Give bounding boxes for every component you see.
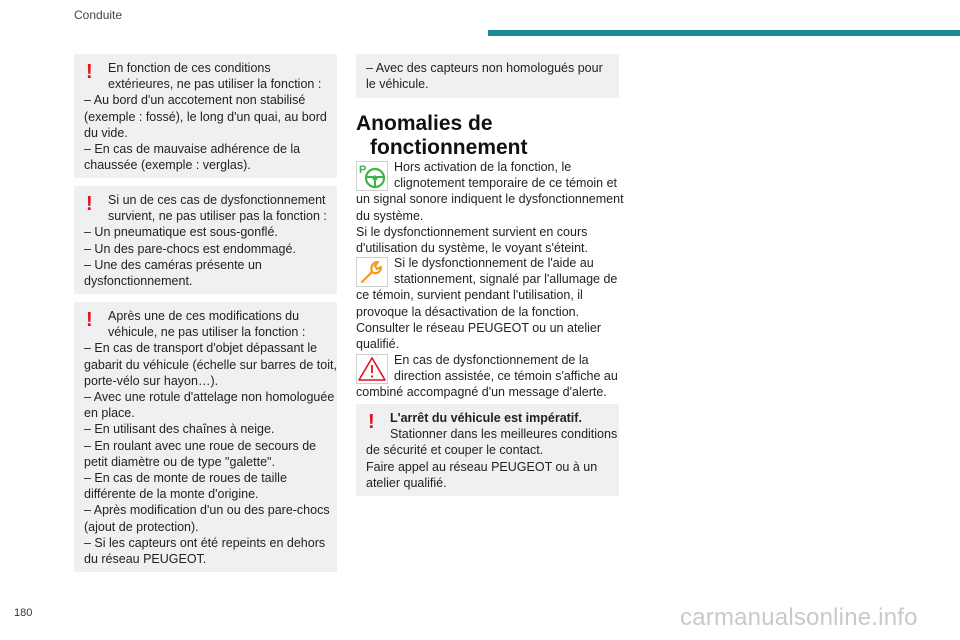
section-title: Conduite — [74, 8, 123, 22]
text-line: stationnement, signalé par l'allumage de — [394, 272, 618, 287]
text-line: dysfonctionnement. — [84, 274, 193, 289]
text-line: Stationner dans les meilleures conditions — [390, 427, 618, 442]
text-line: un signal sonore indiquent le dysfonctionnement — [356, 192, 624, 207]
bold-line: L'arrêt du véhicule est impératif. — [390, 411, 582, 425]
text-line: gabarit du véhicule (échelle sur barres de toit, — [84, 357, 337, 372]
warning-box-modifications — [74, 302, 337, 572]
text-line: différente de la monte d'origine. — [84, 487, 259, 502]
text-line: extérieures, ne pas utiliser la fonction : — [108, 77, 322, 92]
continued-box — [356, 54, 619, 98]
text-line: direction assistée, ce témoin s'affiche au — [394, 369, 618, 384]
heading-line: fonctionnement — [370, 136, 528, 159]
text-line: Si le dysfonctionnement survient en cours — [356, 224, 588, 239]
text-line: Faire appel au réseau PEUGEOT ou à un — [366, 459, 598, 474]
text-line: – En utilisant des chaînes à neige. — [84, 422, 275, 437]
text-line: – Après modification d'un ou des pare-chocs — [84, 503, 330, 518]
text-line: qualifié. — [356, 337, 400, 352]
svg-text:P: P — [359, 164, 367, 176]
text-line: du réseau PEUGEOT. — [84, 552, 207, 567]
text-line: petit diamètre ou de type "galette". — [84, 454, 275, 469]
text-line: – En cas de mauvaise adhérence de la — [84, 142, 301, 157]
text-line: en place. — [84, 406, 135, 421]
text-line: chaussée (exemple : verglas). — [84, 158, 251, 173]
text-line: survient, ne pas utiliser pas la fonction : — [108, 209, 327, 224]
text-line: du vide. — [84, 125, 128, 140]
text-line: ce témoin, survient pendant l'utilisation, il — [356, 288, 583, 303]
exclamation-icon: ! — [86, 309, 93, 331]
warning-box-malfunction — [74, 186, 337, 294]
section-heading — [356, 112, 528, 160]
exclamation-icon: ! — [86, 193, 93, 215]
text-line: du système. — [356, 208, 424, 223]
exclamation-icon: ! — [86, 61, 93, 83]
text-line: – En cas de transport d'objet dépassant le — [84, 341, 318, 356]
text-line: – En cas de monte de roues de taille — [84, 471, 287, 486]
text-line: combiné accompagné d'un message d'alerte. — [356, 385, 607, 400]
heading-line: Anomalies de — [356, 112, 493, 135]
text-line: – Un des pare-chocs est endommagé. — [84, 241, 296, 256]
text-line: Si le dysfonctionnement de l'aide au — [394, 256, 594, 270]
text-line: En cas de dysfonctionnement de la — [394, 353, 589, 367]
paragraph-parking-aid — [356, 255, 626, 352]
text-line: Hors activation de la fonction, le — [394, 160, 572, 174]
text-line: atelier qualifié. — [366, 475, 447, 490]
text-line: – Une des caméras présente un — [84, 257, 262, 272]
text-line: véhicule, ne pas utiliser la fonction : — [108, 325, 306, 340]
page-number: 180 — [14, 607, 33, 619]
text-line: le véhicule. — [366, 77, 429, 92]
text-line: porte-vélo sur hayon…). — [84, 373, 219, 388]
paragraph-malfunction-warning — [356, 159, 626, 256]
text-line: – Avec une rotule d'attelage non homologuée — [84, 390, 335, 405]
text-line: provoque la désactivation de la fonction. — [356, 304, 580, 319]
text-line: Consulter le réseau PEUGEOT ou un atelier — [356, 320, 602, 335]
text-line: de sécurité et couper le contact. — [366, 443, 544, 458]
paragraph-power-steering — [356, 352, 626, 401]
exclamation-icon: ! — [368, 411, 375, 433]
text-line: clignotement temporaire de ce témoin et — [394, 176, 618, 191]
text-line: Si un de ces cas de dysfonctionnement — [108, 193, 326, 207]
warning-box-stop-vehicle — [356, 404, 619, 496]
text-line: En fonction de ces conditions — [108, 61, 271, 75]
text-line: Après une de ces modifications du — [108, 309, 300, 323]
text-line: – Si les capteurs ont été repeints en dehors — [84, 535, 326, 550]
text-line: (exemple : fossé), le long d'un quai, au bord — [84, 109, 327, 124]
text-line: – Un pneumatique est sous-gonflé. — [84, 225, 278, 240]
text-line: – En roulant avec une roue de secours de — [84, 438, 317, 453]
text-line: – Au bord d'un accotement non stabilisé — [84, 93, 306, 108]
text-line: (ajout de protection). — [84, 519, 199, 534]
header-accent-bar — [488, 30, 960, 36]
text-line: d'utilisation du système, le voyant s'éteint. — [356, 241, 588, 256]
watermark: carmanualsonline.info — [680, 604, 918, 631]
text-line: – Avec des capteurs non homologués pour — [366, 61, 603, 75]
warning-box-conditions — [74, 54, 337, 178]
